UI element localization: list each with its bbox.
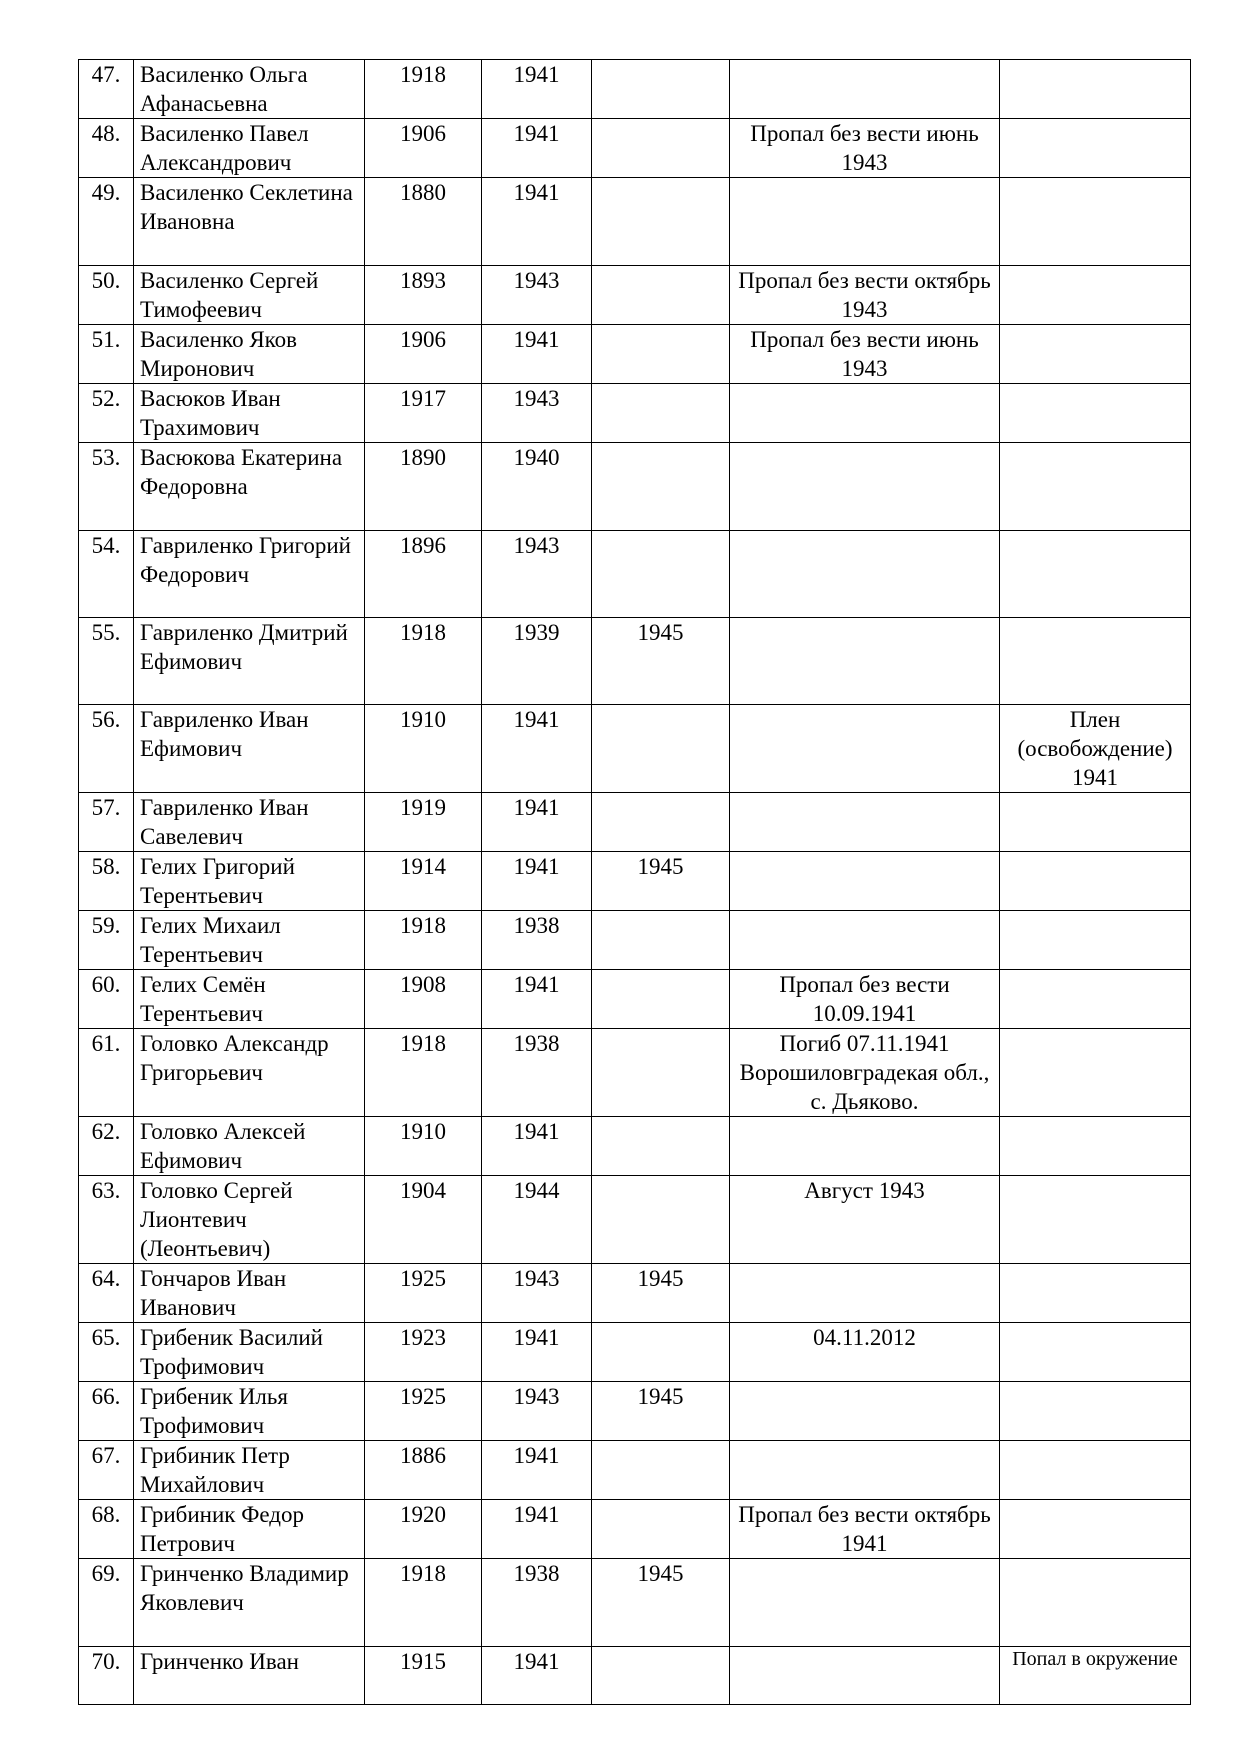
return-year <box>592 1441 730 1500</box>
return-year: 1945 <box>592 618 730 705</box>
conscription-year: 1943 <box>482 531 592 618</box>
person-name: Васюков Иван Трахимович <box>134 384 365 443</box>
table-row <box>79 852 1191 911</box>
table-row <box>79 1117 1191 1176</box>
table-row <box>79 1647 1191 1705</box>
row-number: 68. <box>79 1500 134 1559</box>
return-year <box>592 911 730 970</box>
row-number: 49. <box>79 178 134 266</box>
fate-cell <box>730 178 1000 266</box>
fate-cell <box>730 531 1000 618</box>
table-row <box>79 384 1191 443</box>
conscription-year: 1943 <box>482 384 592 443</box>
person-name: Гелих Семён Терентьевич <box>134 970 365 1029</box>
fate-cell <box>730 1441 1000 1500</box>
return-year: 1945 <box>592 852 730 911</box>
table-row <box>79 119 1191 178</box>
person-name: Грибиник Петр Михайлович <box>134 1441 365 1500</box>
table-row <box>79 178 1191 266</box>
table-row <box>79 911 1191 970</box>
note-cell <box>1000 852 1191 911</box>
fate-cell: Погиб 07.11.1941 Ворошиловградекая обл., с. Дьяково. <box>730 1029 1000 1117</box>
person-name: Гавриленко Григорий Федорович <box>134 531 365 618</box>
row-number: 60. <box>79 970 134 1029</box>
fate-cell <box>730 911 1000 970</box>
table-row <box>79 443 1191 531</box>
row-number: 52. <box>79 384 134 443</box>
conscription-year: 1941 <box>482 178 592 266</box>
return-year <box>592 119 730 178</box>
fate-cell <box>730 1647 1000 1705</box>
conscription-year: 1943 <box>482 1264 592 1323</box>
person-name: Гелих Михаил Терентьевич <box>134 911 365 970</box>
row-number: 48. <box>79 119 134 178</box>
birth-year: 1919 <box>365 793 482 852</box>
conscription-year: 1941 <box>482 1647 592 1705</box>
note-cell <box>1000 531 1191 618</box>
table-row <box>79 1500 1191 1559</box>
birth-year: 1896 <box>365 531 482 618</box>
return-year <box>592 1117 730 1176</box>
table-row <box>79 618 1191 705</box>
table-row <box>79 1559 1191 1647</box>
person-name: Василенко Ольга Афанасьевна <box>134 60 365 119</box>
conscription-year: 1943 <box>482 1382 592 1441</box>
conscription-year: 1941 <box>482 970 592 1029</box>
note-cell: Попал в окружение <box>1000 1647 1191 1705</box>
birth-year: 1880 <box>365 178 482 266</box>
fate-cell <box>730 1264 1000 1323</box>
row-number: 55. <box>79 618 134 705</box>
return-year <box>592 266 730 325</box>
birth-year: 1914 <box>365 852 482 911</box>
table-row <box>79 531 1191 618</box>
row-number: 70. <box>79 1647 134 1705</box>
table-row <box>79 60 1191 119</box>
conscription-year: 1941 <box>482 705 592 793</box>
note-cell <box>1000 119 1191 178</box>
note-cell: Плен (освобождение) 1941 <box>1000 705 1191 793</box>
fate-cell <box>730 384 1000 443</box>
row-number: 61. <box>79 1029 134 1117</box>
birth-year: 1908 <box>365 970 482 1029</box>
row-number: 64. <box>79 1264 134 1323</box>
fate-cell: Пропал без вести октябрь 1943 <box>730 266 1000 325</box>
note-cell <box>1000 384 1191 443</box>
return-year <box>592 1500 730 1559</box>
conscription-year: 1939 <box>482 618 592 705</box>
note-cell <box>1000 618 1191 705</box>
conscription-year: 1938 <box>482 911 592 970</box>
return-year <box>592 705 730 793</box>
conscription-year: 1941 <box>482 1117 592 1176</box>
return-year: 1945 <box>592 1559 730 1647</box>
row-number: 62. <box>79 1117 134 1176</box>
fate-cell <box>730 793 1000 852</box>
table-row <box>79 1441 1191 1500</box>
fate-cell: Пропал без вести октябрь 1941 <box>730 1500 1000 1559</box>
fate-cell <box>730 443 1000 531</box>
person-name: Василенко Яков Миронович <box>134 325 365 384</box>
fate-cell: Август 1943 <box>730 1176 1000 1264</box>
birth-year: 1918 <box>365 60 482 119</box>
person-name: Василенко Секлетина Ивановна <box>134 178 365 266</box>
return-year <box>592 443 730 531</box>
birth-year: 1915 <box>365 1647 482 1705</box>
row-number: 51. <box>79 325 134 384</box>
note-cell <box>1000 1176 1191 1264</box>
row-number: 58. <box>79 852 134 911</box>
person-name: Гелих Григорий Терентьевич <box>134 852 365 911</box>
return-year <box>592 325 730 384</box>
row-number: 69. <box>79 1559 134 1647</box>
fate-cell <box>730 705 1000 793</box>
birth-year: 1925 <box>365 1264 482 1323</box>
return-year <box>592 1176 730 1264</box>
fate-cell <box>730 1117 1000 1176</box>
row-number: 66. <box>79 1382 134 1441</box>
conscription-year: 1941 <box>482 1500 592 1559</box>
conscription-year: 1940 <box>482 443 592 531</box>
table-row <box>79 970 1191 1029</box>
conscription-year: 1941 <box>482 119 592 178</box>
fate-cell <box>730 1559 1000 1647</box>
table-row <box>79 1176 1191 1264</box>
fate-cell <box>730 852 1000 911</box>
fate-cell: 04.11.2012 <box>730 1323 1000 1382</box>
birth-year: 1906 <box>365 325 482 384</box>
row-number: 65. <box>79 1323 134 1382</box>
note-cell <box>1000 1029 1191 1117</box>
person-name: Грибиник Федор Петрович <box>134 1500 365 1559</box>
note-cell <box>1000 266 1191 325</box>
table-row <box>79 793 1191 852</box>
birth-year: 1906 <box>365 119 482 178</box>
note-cell <box>1000 970 1191 1029</box>
person-name: Гавриленко Иван Ефимович <box>134 705 365 793</box>
note-cell <box>1000 1382 1191 1441</box>
row-number: 57. <box>79 793 134 852</box>
table-body <box>79 60 1191 1705</box>
return-year <box>592 1323 730 1382</box>
note-cell <box>1000 1559 1191 1647</box>
birth-year: 1890 <box>365 443 482 531</box>
note-cell <box>1000 1117 1191 1176</box>
conscription-year: 1943 <box>482 266 592 325</box>
fate-cell <box>730 1382 1000 1441</box>
person-name: Василенко Павел Александрович <box>134 119 365 178</box>
table-row <box>79 266 1191 325</box>
row-number: 47. <box>79 60 134 119</box>
conscription-year: 1941 <box>482 852 592 911</box>
birth-year: 1910 <box>365 705 482 793</box>
birth-year: 1920 <box>365 1500 482 1559</box>
return-year <box>592 531 730 618</box>
fate-cell: Пропал без вести июнь 1943 <box>730 119 1000 178</box>
note-cell <box>1000 1264 1191 1323</box>
row-number: 59. <box>79 911 134 970</box>
note-cell <box>1000 911 1191 970</box>
birth-year: 1886 <box>365 1441 482 1500</box>
conscription-year: 1938 <box>482 1029 592 1117</box>
row-number: 54. <box>79 531 134 618</box>
table-row <box>79 705 1191 793</box>
person-name: Василенко Сергей Тимофеевич <box>134 266 365 325</box>
row-number: 67. <box>79 1441 134 1500</box>
person-name: Грибеник Илья Трофимович <box>134 1382 365 1441</box>
person-name: Гавриленко Иван Савелевич <box>134 793 365 852</box>
birth-year: 1918 <box>365 911 482 970</box>
conscription-year: 1941 <box>482 1323 592 1382</box>
return-year: 1945 <box>592 1264 730 1323</box>
note-cell <box>1000 1441 1191 1500</box>
note-cell <box>1000 325 1191 384</box>
birth-year: 1910 <box>365 1117 482 1176</box>
person-name: Гринченко Иван <box>134 1647 365 1705</box>
note-cell <box>1000 60 1191 119</box>
table-row <box>79 1382 1191 1441</box>
return-year <box>592 970 730 1029</box>
conscription-year: 1941 <box>482 60 592 119</box>
conscription-year: 1938 <box>482 1559 592 1647</box>
person-name: Гринченко Владимир Яковлевич <box>134 1559 365 1647</box>
note-cell <box>1000 1500 1191 1559</box>
birth-year: 1893 <box>365 266 482 325</box>
row-number: 53. <box>79 443 134 531</box>
return-year <box>592 384 730 443</box>
birth-year: 1918 <box>365 1559 482 1647</box>
return-year <box>592 1029 730 1117</box>
return-year <box>592 178 730 266</box>
person-name: Головко Алексей Ефимович <box>134 1117 365 1176</box>
person-name: Грибеник Василий Трофимович <box>134 1323 365 1382</box>
note-cell <box>1000 1323 1191 1382</box>
fate-cell: Пропал без вести 10.09.1941 <box>730 970 1000 1029</box>
fate-cell <box>730 618 1000 705</box>
birth-year: 1918 <box>365 1029 482 1117</box>
row-number: 63. <box>79 1176 134 1264</box>
birth-year: 1923 <box>365 1323 482 1382</box>
person-name: Гончаров Иван Иванович <box>134 1264 365 1323</box>
person-name: Васюкова Екатерина Федоровна <box>134 443 365 531</box>
birth-year: 1925 <box>365 1382 482 1441</box>
birth-year: 1904 <box>365 1176 482 1264</box>
table-row <box>79 1029 1191 1117</box>
return-year <box>592 60 730 119</box>
conscription-year: 1941 <box>482 1441 592 1500</box>
fate-cell <box>730 60 1000 119</box>
person-name: Головко Александр Григорьевич <box>134 1029 365 1117</box>
table-row <box>79 1323 1191 1382</box>
table-row <box>79 1264 1191 1323</box>
note-cell <box>1000 443 1191 531</box>
return-year: 1945 <box>592 1382 730 1441</box>
birth-year: 1918 <box>365 618 482 705</box>
fate-cell: Пропал без вести июнь 1943 <box>730 325 1000 384</box>
conscription-year: 1944 <box>482 1176 592 1264</box>
return-year <box>592 793 730 852</box>
row-number: 50. <box>79 266 134 325</box>
conscription-year: 1941 <box>482 793 592 852</box>
row-number: 56. <box>79 705 134 793</box>
person-name: Гавриленко Дмитрий Ефимович <box>134 618 365 705</box>
birth-year: 1917 <box>365 384 482 443</box>
conscription-year: 1941 <box>482 325 592 384</box>
person-name: Головко Сергей Лионтевич (Леонтьевич) <box>134 1176 365 1264</box>
return-year <box>592 1647 730 1705</box>
note-cell <box>1000 178 1191 266</box>
note-cell <box>1000 793 1191 852</box>
records-table <box>78 59 1191 1705</box>
table-row <box>79 325 1191 384</box>
